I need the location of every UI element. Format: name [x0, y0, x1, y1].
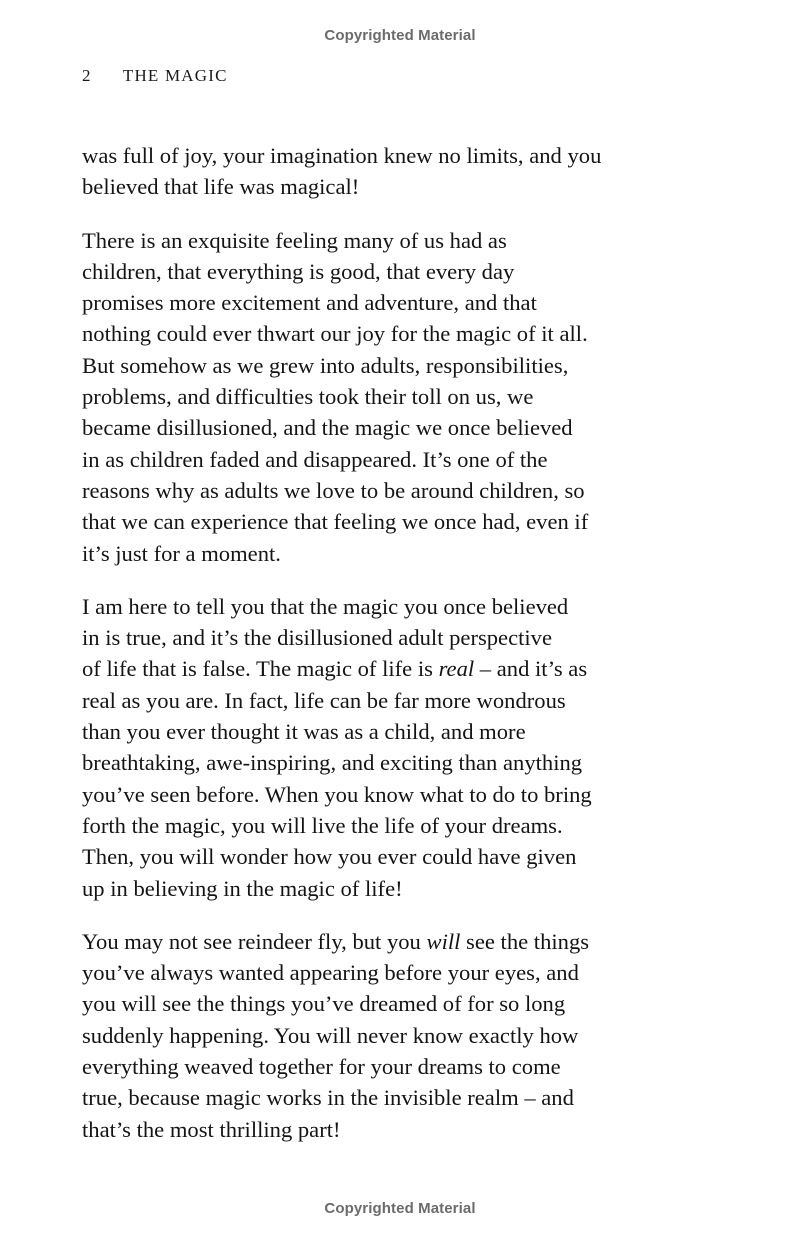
paragraph-3-text-b: – and it’s as real as you are. In fact, life can be far more wondrous than you ever thought it was as a child, and more breathtaking, awe-inspiring, and exciting than anything you’ve seen before. When you know what to do to bring forth the magic, you will live the life of your dreams. Then, you will wonder how you ever could have given up in believing in the magic of life! — [82, 656, 592, 901]
running-head — [82, 66, 228, 86]
paragraph-4-emphasis: will — [426, 928, 461, 954]
paragraph-4 — [82, 926, 672, 1145]
paragraph-4-text-b: see the things you’ve always wanted appearing before your eyes, and you will see the things you’ve dreamed of for so long suddenly happening. You will never know exactly how everything weaved together for your dreams to come true, because magic works in the invisible realm – and that’s the most thrilling part! — [82, 928, 590, 1142]
paragraph-4-text-a: You may not see reindeer fly, but you — [82, 928, 427, 954]
paragraph-3-text-a: I am here to tell you that the magic you once believed in is true, and it’s the disillusioned adult perspective of life that is false. The magic of life is — [82, 593, 569, 682]
page-number: 2 — [82, 66, 92, 85]
copyright-watermark-bottom: Copyrighted Material — [324, 1200, 476, 1217]
paragraph-3 — [82, 591, 672, 904]
book-title: THE MAGIC — [122, 66, 228, 85]
copyright-watermark-top: Copyrighted Material — [324, 27, 476, 44]
paragraph-3-emphasis: real — [438, 656, 475, 682]
paragraph-1: was full of joy, your imagination knew no limits, and you believed that life was magical! — [82, 143, 602, 200]
body-text — [82, 140, 672, 1167]
paragraph-2: There is an exquisite feeling many of us had as children, that everything is good, that every day promises more excitement and adventure, and that nothing could ever thwart our joy for the magic of it all. But somehow as we grew into adults, responsibilities, problems, and difficulties took their toll on us, we became disillusioned, and the magic we once believed in as children faded and disappeared. It’s one of the reasons why as adults we love to be around children, so that we can experience that feeling we once had, even if it’s just for a moment. — [82, 227, 589, 566]
